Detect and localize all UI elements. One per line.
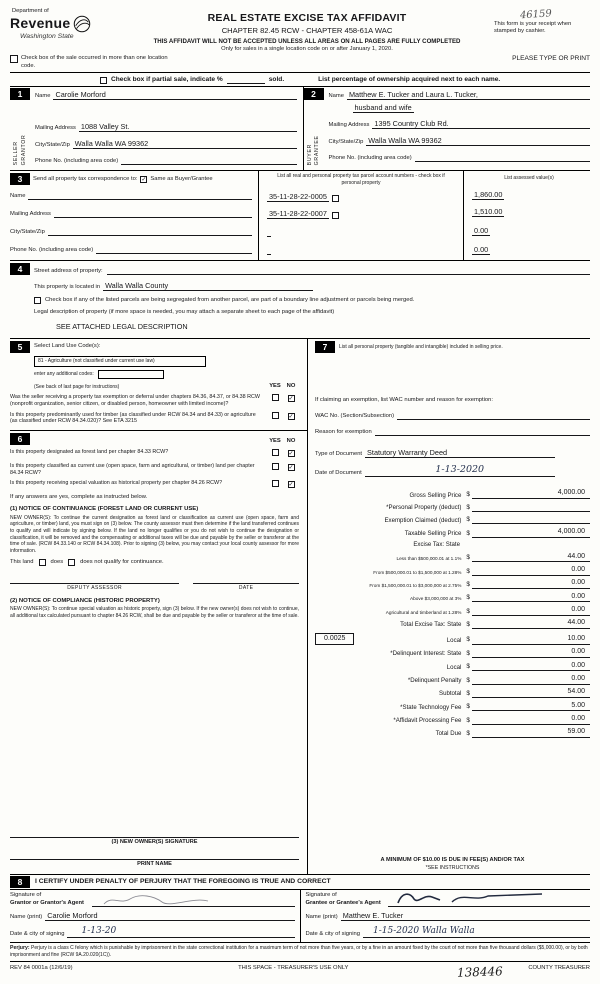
land-does-checkbox[interactable] [39, 559, 46, 566]
fee-amount-field[interactable]: 5.00 [472, 702, 590, 712]
main-columns [10, 338, 590, 874]
treasurer-space-label: THIS SPACE - TREASURER'S USE ONLY [238, 965, 349, 971]
fee-amount-field[interactable]: 44.00 [472, 619, 590, 629]
q-yes-checkbox[interactable] [272, 463, 279, 470]
county-field[interactable]: Walla Walla County [103, 281, 313, 291]
question-text: Is this property designated as forest land per chapter 84.33 RCW? [10, 449, 169, 456]
fee-row-personal-property-deduct [315, 503, 590, 512]
fee-label: *Affidavit Processing Fee [393, 717, 462, 725]
pre-instructions-row [10, 55, 590, 69]
dollar-sign: $ [466, 689, 470, 697]
print-name-label: PRINT NAME [137, 860, 172, 867]
perjury-lead: Perjury: [10, 945, 30, 952]
dollar-sign: $ [466, 636, 470, 644]
type-of-document-label: Type of Document [315, 450, 363, 457]
grantor-agent-label: Grantor or Grantor's Agent [10, 899, 84, 906]
fee-label: Total Excise Tax: State [400, 621, 462, 629]
seller-side-label-2: GRANTOR [20, 134, 27, 166]
grantee-name-print-label: Name (print) [305, 913, 338, 920]
dollar-sign: $ [466, 503, 470, 511]
local-rate-field[interactable]: 0.0025 [315, 633, 354, 645]
washington-state-label: Washington State [20, 33, 74, 41]
grantee-signing-column [301, 890, 591, 942]
revenue-wordmark: Revenue [10, 15, 71, 32]
fee-row-tier-3 [315, 579, 590, 589]
buyer-side-label-1: BUYER [306, 143, 313, 166]
buyer-name-label: Name [328, 92, 344, 99]
q-yes-checkbox[interactable] [272, 394, 279, 401]
seller-side-strip [10, 88, 30, 165]
parcel-number-field[interactable]: 35-11-28-22-0007 [269, 208, 327, 218]
fee-row-state-technology-fee [315, 702, 590, 712]
fee-label: *Delinquent Penalty [407, 677, 462, 685]
fee-label: Gross Selling Price [409, 491, 462, 499]
perjury-notice [10, 942, 590, 961]
receipt-block [478, 8, 590, 35]
assessed-value-field[interactable]: 1,860.00 [474, 189, 503, 199]
buyer-phone-label: Phone No. (including area code) [328, 155, 412, 162]
seller-phone-label: Phone No. (including area code) [35, 158, 119, 165]
fee-amount-field[interactable]: 0.00 [472, 662, 590, 672]
print-name-line[interactable] [10, 859, 299, 860]
fee-amount-field[interactable] [472, 515, 590, 524]
fee-amount-field[interactable]: 59.00 [472, 728, 590, 738]
rev-form-number: REV 84 0001a (12/6/19) [10, 965, 73, 971]
question-forest-land [10, 449, 299, 459]
q-yes-checkbox[interactable] [272, 449, 279, 456]
q-no-checkbox[interactable]: ✓ [288, 413, 294, 420]
no-header: NO [286, 437, 296, 444]
corr-city-label: City/State/Zip [10, 229, 45, 236]
fee-row-delinquent-penalty [315, 675, 590, 685]
q-yes-checkbox[interactable] [272, 412, 279, 419]
ownership-note: List percentage of ownership acquired next to each name. [318, 75, 501, 83]
title-block [136, 8, 478, 53]
section-4 [10, 260, 590, 338]
grantee-date-city-field[interactable]: 1-15-2020 Walla Walla [363, 926, 590, 938]
question-text: Is this property predominantly used for timber (as classified under RCW 84.34 and 84.33) or agriculture (as classified under RCW 84.34.020)? See ETA 3215 [10, 411, 256, 425]
seller-name-label: Name [35, 92, 51, 99]
dollar-sign: $ [466, 567, 470, 575]
notice-compliance-body: NEW OWNER(S): To continue special valuation as historic property, sign (3) below. If the new owner(s) does not wish to continue, all additional tax calculated pursuant to chapter 84.26 RCW, shall be due and payable by the seller or transferor at the time of sale. [10, 606, 299, 619]
new-owner-signature-label: (3) NEW OWNER(S) SIGNATURE [111, 838, 198, 845]
send-correspondence-label: Send all property tax correspondence to: [33, 175, 138, 182]
question-current-use [10, 463, 299, 477]
section-8 [10, 874, 590, 942]
parcel-personal-checkbox[interactable] [332, 195, 339, 202]
section-6-number: 6 [10, 433, 30, 445]
grantee-date-city-label: Date & city of signing [305, 931, 360, 937]
grantor-signature-scribble [96, 892, 246, 908]
date-of-document-label: Date of Document [315, 469, 362, 476]
fee-label: Exemption Claimed (deduct) [384, 516, 462, 524]
buyer-side-strip [304, 88, 324, 165]
fee-amount-field[interactable]: 0.00 [472, 566, 590, 576]
section-3 [10, 170, 590, 260]
street-address-label: Street address of property: [34, 267, 103, 274]
fee-label: Above $3,000,000 at 3% [410, 596, 462, 602]
does-label: does [50, 559, 64, 566]
seller-city-field[interactable]: Walla Walla WA 99362 [73, 139, 297, 149]
fee-amount-field[interactable]: 0.00 [472, 593, 590, 603]
personal-property-blank-area[interactable] [315, 353, 590, 397]
same-as-buyer-label: Same as Buyer/Grantee [150, 175, 213, 182]
buyer-section [304, 87, 591, 170]
notice-continuance-body: NEW OWNER(S): To continue the current designation as forest land or classification as current use (open space, farm and agriculture, or timber) land, you must sign on (3) below. The county assessor must then determine if the land transferred continues to qualify and will indicate by signing below. If the land no longer qualifies or you do not wish to continue the designation or classification, it will be removed and the compensating or additional taxes will be due and payable by the seller or transferor at the time of sale. (RCW 84.33.140 or RCW 84.34.108). Prior to signing (3) below, you may contact your local county assessor for more information. [10, 514, 299, 554]
see-back-note: (See back of last page for instructions) [34, 383, 120, 390]
land-use-code-select[interactable]: 81 - Agriculture (not classified under current use law) [34, 356, 206, 367]
seller-side-label-1: SELLER [13, 141, 19, 166]
q-yes-checkbox[interactable] [272, 480, 279, 487]
fee-row-total-due [315, 728, 590, 738]
parcel-number-field[interactable] [267, 246, 271, 255]
fee-row-tier-2 [315, 566, 590, 576]
dept-of-label: Department of [12, 8, 49, 14]
fee-label: Excise Tax: State [413, 541, 460, 549]
fee-amount-field[interactable]: 0.00 [472, 606, 590, 616]
section-2-number: 2 [304, 88, 324, 100]
treasurer-stamp-number: 138446 [456, 964, 503, 980]
buyer-mailing-label: Mailing Address [328, 122, 370, 129]
section-5 [10, 339, 307, 430]
deputy-assessor-row [10, 583, 299, 591]
parcel-column-header: List all real and personal property tax parcel account numbers - check box if personal property [277, 173, 445, 186]
date-of-document-field[interactable]: 1-13-2020 [365, 464, 555, 477]
dollar-sign: $ [466, 580, 470, 588]
partial-sale-label: Check box if partial sale, indicate % [111, 75, 223, 83]
segregated-label: Check box if any of the listed parcels are being segregated from another parcel, are part of a boundary line adjustment or parcels being merged. [45, 297, 415, 304]
section-4-number: 4 [10, 263, 30, 275]
fee-label: From $1,500,000.01 to $3,000,000 at 2.75% [369, 583, 462, 589]
form-footer [10, 961, 590, 980]
corr-city-field[interactable] [48, 227, 252, 236]
buyer-name-field-2[interactable]: husband and wife [354, 103, 412, 113]
parcel-number-field[interactable] [267, 228, 271, 237]
revenue-logo-icon [73, 15, 91, 33]
fee-amount-field[interactable] [472, 503, 590, 512]
grantee-signature-field[interactable] [388, 892, 591, 907]
grantee-signature-scribble [392, 890, 562, 908]
parcel-number-field[interactable]: 35-11-28-22-0005 [269, 191, 327, 201]
fee-row-delinquent-interest-local [315, 662, 590, 672]
assessed-column [463, 171, 590, 260]
grantor-signature-field[interactable] [92, 892, 295, 907]
this-land-label: This land [10, 559, 34, 566]
dollar-sign: $ [466, 516, 470, 524]
fee-amount-field[interactable]: 0.00 [472, 579, 590, 589]
located-in-label: This property is located in [34, 283, 101, 290]
grantee-print-name-field[interactable]: Matthew E. Tucker [341, 911, 590, 921]
buyer-city-field[interactable]: Walla Walla WA 99362 [366, 136, 590, 146]
notice-compliance-title: (2) NOTICE OF COMPLIANCE (HISTORIC PROPERTY) [10, 597, 160, 604]
section-1-number: 1 [10, 88, 30, 100]
buyer-name-field[interactable]: Matthew E. Tucker and Laura L. Tucker, [347, 90, 590, 100]
left-column [10, 339, 308, 874]
new-owner-signature-line[interactable] [10, 837, 299, 838]
section-5-number: 5 [10, 341, 30, 353]
fee-label: *State Technology Fee [400, 703, 462, 711]
receipt-number: 46159 [519, 8, 553, 22]
fee-row-total-excise-state [315, 619, 590, 629]
receipt-note: This form is your receipt when stamped by cashier. [494, 20, 572, 34]
fee-amount-field[interactable]: 0.00 [472, 675, 590, 685]
corr-mailing-label: Mailing Address [10, 211, 51, 218]
assessed-value-field[interactable]: 0.00 [474, 225, 489, 235]
minimum-due-note: A MINIMUM OF $10.00 IS DUE IN FEE(S) AND/OR TAX [380, 857, 525, 864]
corr-phone-label: Phone No. (including area code) [10, 247, 94, 254]
fee-label: Less than $500,000.01 at 1.1% [396, 556, 462, 562]
buyer-city-label: City/State/Zip [328, 139, 364, 146]
seller-name-field[interactable]: Carolie Morford [53, 90, 296, 100]
q-no-checkbox[interactable]: ✓ [288, 482, 294, 489]
grantor-signing-column [10, 890, 301, 942]
grantee-signature-of-label: Signature of [305, 892, 337, 899]
dollar-sign: $ [466, 676, 470, 684]
fee-row-affidavit-processing-fee [315, 715, 590, 725]
multi-location-checkbox[interactable] [10, 55, 18, 63]
does-not-label: does not qualify for continuance. [80, 559, 164, 566]
fee-label: Local [446, 637, 462, 644]
dollar-sign: $ [466, 491, 470, 499]
land-does-not-checkbox[interactable] [68, 559, 75, 566]
fee-amount-field[interactable]: 4,000.00 [472, 489, 590, 499]
deputy-date-line[interactable] [193, 583, 299, 584]
q-no-checkbox[interactable]: ✓ [288, 396, 294, 403]
fee-row-taxable-selling-price [315, 528, 590, 538]
dollar-sign: $ [466, 607, 470, 615]
dollar-sign: $ [466, 554, 470, 562]
legal-description-value[interactable]: SEE ATTACHED LEGAL DESCRIPTION [56, 321, 188, 331]
wac-no-field[interactable] [397, 411, 590, 420]
form-chapter: CHAPTER 82.45 RCW - CHAPTER 458-61A WAC [221, 26, 393, 36]
fees-section [315, 486, 590, 874]
fee-label: Agricultural and timberland at 1.28% [385, 609, 462, 615]
fee-row-excise-tax-state-header [315, 541, 590, 549]
dollar-sign: $ [466, 703, 470, 711]
fee-row-tier-1 [315, 553, 590, 563]
please-type-label: PLEASE TYPE OR PRINT [512, 55, 590, 63]
if-any-yes-note: If any answers are yes, complete as instructed below. [10, 494, 148, 501]
certify-statement: I CERTIFY UNDER PENALTY OF PERJURY THAT THE FOREGOING IS TRUE AND CORRECT [35, 877, 331, 885]
fee-amount-field[interactable]: 0.00 [472, 648, 590, 658]
deputy-assessor-signature-line[interactable] [10, 583, 179, 584]
assessed-value-field[interactable]: 0.00 [474, 244, 489, 254]
fee-amount-field[interactable]: 54.00 [472, 688, 590, 698]
fee-row-agricultural-timberland [315, 606, 590, 616]
fee-label: Taxable Selling Price [404, 530, 462, 538]
county-treasurer-label: COUNTY TREASURER [528, 965, 590, 971]
q-no-checkbox[interactable]: ✓ [288, 464, 294, 471]
reason-exemption-label: Reason for exemption [315, 428, 372, 435]
same-as-buyer-checkbox[interactable]: ✓ [141, 176, 147, 183]
fee-amount-field[interactable]: 4,000.00 [472, 528, 590, 538]
fee-label: Total Due [435, 730, 462, 738]
fee-label: Subtotal [439, 690, 462, 698]
question-timber-agriculture [10, 412, 299, 426]
grantor-signature-of-label: Signature of [10, 892, 42, 899]
fee-row-delinquent-interest-state [315, 648, 590, 658]
fee-label: *Personal Property (deduct) [386, 504, 462, 512]
corr-phone-field[interactable] [96, 245, 252, 254]
land-use-title: Select Land Use Code(s): [34, 343, 101, 350]
seller-city-label: City/State/Zip [35, 142, 70, 149]
yes-header: YES [269, 437, 281, 444]
dollar-sign: $ [466, 716, 470, 724]
partial-sale-row [10, 72, 590, 86]
section-6 [10, 430, 307, 874]
fee-label: From $500,000.01 to $1,500,000 at 1.28% [373, 569, 462, 575]
right-column [308, 339, 590, 874]
dollar-sign: $ [466, 620, 470, 628]
seller-phone-field[interactable] [121, 156, 296, 165]
buyer-phone-field[interactable] [415, 153, 590, 162]
fee-label: *Delinquent Interest: State [390, 650, 462, 658]
form-warning: THIS AFFIDAVIT WILL NOT BE ACCEPTED UNLESS ALL AREAS ON ALL PAGES ARE FULLY COMPLETED [153, 37, 461, 45]
additional-codes-label: enter any additional codes: [34, 371, 94, 378]
partial-sale-checkbox[interactable] [100, 77, 107, 84]
parcel-column [258, 171, 463, 260]
perjury-text: Perjury is a class C felony which is punishable by imprisonment in the state correctional institution for a maximum term of not more than five years, or by a fine in an amount fixed by the court of not more than five thousand dollars ($5,000.00), or by both imprisonment and fine (RCW 9A.20.020(1C)). [10, 945, 588, 959]
revenue-logo-block [10, 8, 136, 42]
fee-amount-field[interactable]: 10.00 [472, 635, 590, 645]
parcel-personal-checkbox[interactable] [332, 212, 339, 219]
form-title: REAL ESTATE EXCISE TAX AFFIDAVIT [207, 12, 407, 24]
dollar-sign: $ [466, 729, 470, 737]
grantor-print-name-field[interactable]: Carolie Morford [45, 911, 294, 921]
correspondence-column [10, 171, 258, 260]
form-only-note: Only for sales in a single location code on or after January 1, 2020. [221, 46, 393, 53]
question-text: Is this property receiving special valuation as historical property per chapter 84.26 RCW? [10, 480, 223, 487]
new-owner-signature-block [10, 823, 299, 846]
type-of-document-field[interactable]: Statutory Warranty Deed [365, 448, 555, 458]
fee-row-exemption-claimed [315, 515, 590, 524]
dollar-sign: $ [466, 649, 470, 657]
no-header: NO [286, 382, 296, 389]
dollar-sign: $ [466, 594, 470, 602]
continuance-qualify-row [10, 559, 299, 566]
fee-amount-field[interactable]: 0.00 [472, 715, 590, 725]
section-7-number: 7 [315, 341, 335, 353]
parties-row [10, 86, 590, 170]
segregated-checkbox[interactable] [34, 297, 41, 304]
corr-name-label: Name [10, 193, 26, 200]
fee-row-subtotal [315, 688, 590, 698]
grantor-date-city-label: Date & city of signing [10, 931, 65, 937]
section-8-number: 8 [10, 876, 30, 888]
exemption-note: If claiming an exemption, list WAC number and reason for exemption: [315, 396, 493, 403]
deputy-assessor-label: DEPUTY ASSESSOR [67, 584, 123, 591]
partial-sale-sold-label: sold. [268, 75, 285, 83]
yes-header: YES [269, 382, 281, 389]
personal-property-title: List all personal property (tangible and intangible) included in selling price. [339, 343, 503, 350]
reason-exemption-field[interactable] [375, 427, 590, 436]
legal-description-label: Legal description of property (if more space is needed, you may attach a separate sheet to each page of the affidavit) [34, 309, 335, 316]
form-header [10, 8, 590, 53]
question-text: Is this property classified as current use (open space, farm and agricultural, or timber) land per chapter 84.34 RCW? [10, 462, 255, 476]
additional-codes-field[interactable] [98, 370, 164, 379]
corr-mailing-field[interactable] [54, 209, 252, 218]
deputy-date-label: DATE [238, 584, 254, 591]
corr-name-field[interactable] [28, 191, 252, 200]
fee-row-local [315, 633, 590, 645]
fee-row-gross-selling-price [315, 489, 590, 499]
seller-section [10, 87, 304, 170]
see-instructions-note: *SEE INSTRUCTIONS [425, 865, 480, 872]
section-7 [315, 339, 590, 477]
grantor-name-print-label: Name (print) [10, 913, 43, 920]
seller-mailing-field[interactable]: 1088 Valley St. [79, 122, 297, 132]
fee-row-tier-4 [315, 593, 590, 603]
buyer-side-label-2: GRANTEE [314, 135, 320, 166]
print-name-block [10, 859, 299, 868]
question-exemption-deferral [10, 394, 299, 408]
fees-footnotes [315, 853, 590, 874]
seller-mailing-label: Mailing Address [35, 124, 76, 131]
question-historical [10, 480, 299, 490]
dollar-sign: $ [466, 663, 470, 671]
multi-location-label: Check box of the sale occurred in more than one location code. [21, 55, 168, 69]
grantor-date-city-field[interactable]: 1-13-20 [67, 926, 294, 938]
partial-sale-percent-field[interactable] [227, 75, 265, 84]
fee-label: Local [446, 663, 462, 671]
notice-continuance-title: (1) NOTICE OF CONTINUANCE (FOREST LAND OR CURRENT USE) [10, 506, 199, 513]
grantee-agent-label: Grantee or Grantee's Agent [305, 899, 381, 906]
street-address-field[interactable] [107, 266, 590, 275]
fee-amount-field[interactable]: 44.00 [472, 553, 590, 563]
assessed-column-header: List assessed value(s) [504, 175, 554, 182]
dollar-sign: $ [466, 529, 470, 537]
assessed-value-field[interactable]: 1,510.00 [474, 206, 503, 216]
section-3-number: 3 [10, 173, 30, 185]
q-no-checkbox[interactable]: ✓ [288, 451, 294, 458]
wac-no-label: WAC No. (Section/Subsection) [315, 412, 395, 419]
question-text: Was the seller receiving a property tax exemption or deferral under chapters 84.36, 84.37, or 84.38 RCW (nonprofit organization, senior citizen, or disabled person, homeowner with limited income)? [10, 394, 260, 407]
buyer-mailing-field[interactable]: 1395 Country Club Rd. [372, 119, 590, 129]
